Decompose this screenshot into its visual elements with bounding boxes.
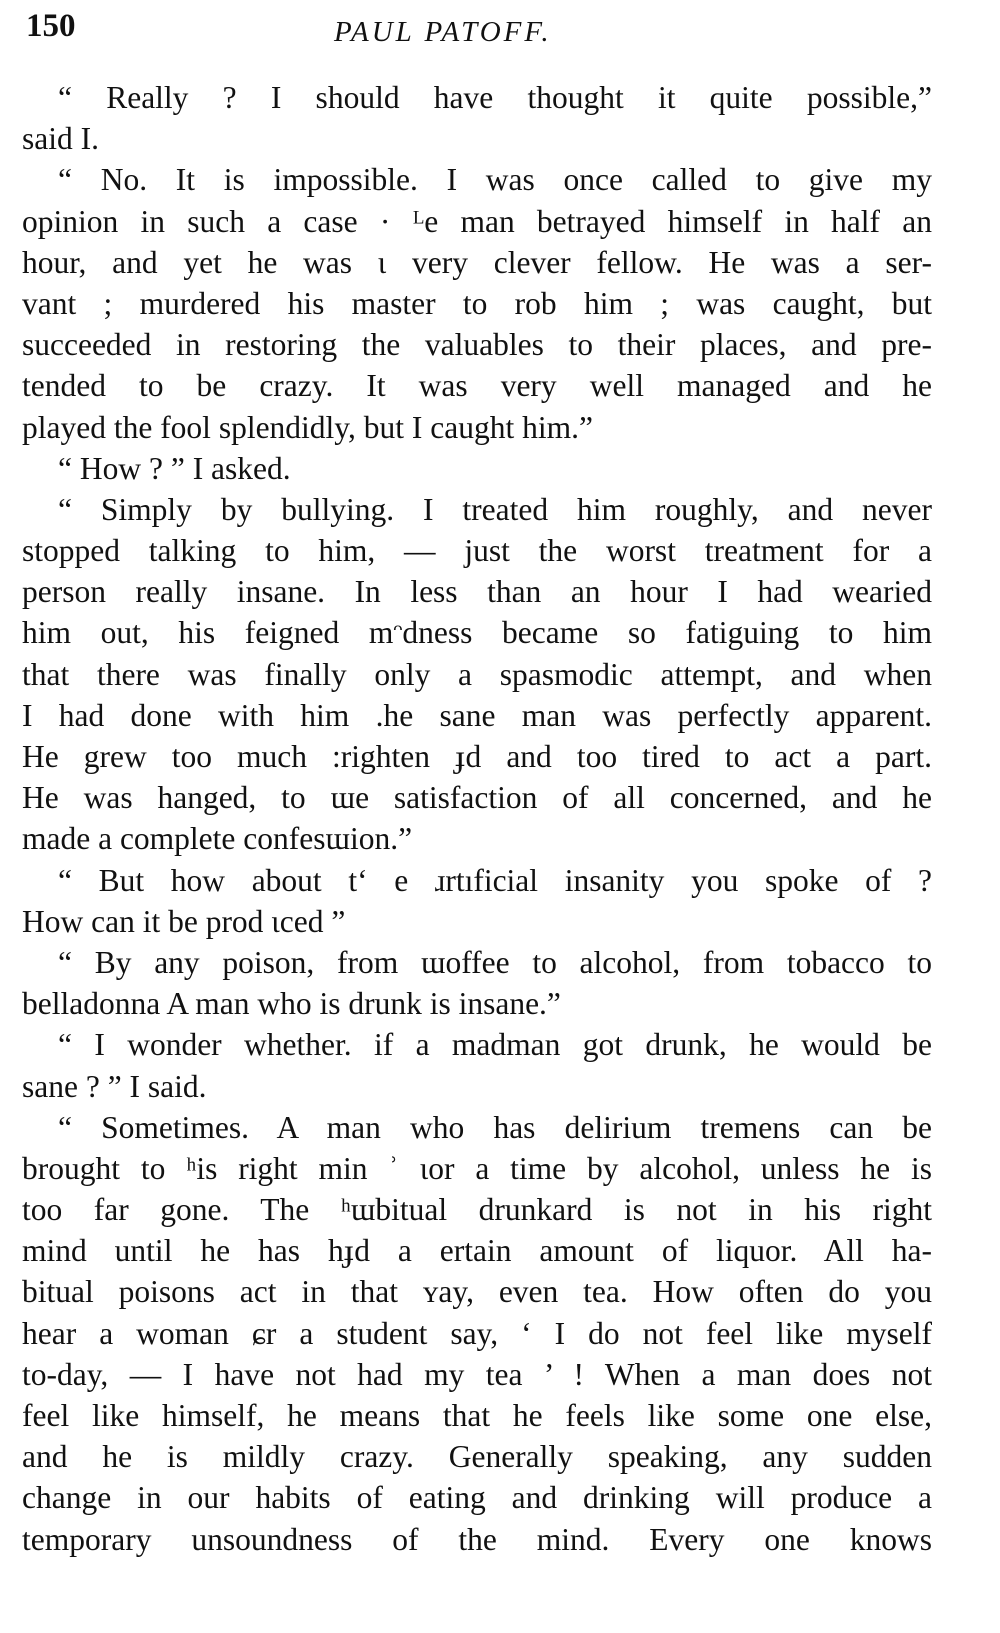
text-line: him out, his feigned mᵔdness became so fatiguing to him (22, 615, 932, 651)
text-line: He grew too much :righten ɟd and too tired to act a part. (22, 739, 932, 774)
running-title: PAUL PATOFF. (334, 16, 552, 48)
text-line: played the fool splendidly, but I caught him.” (22, 409, 593, 445)
text-line: “ How ? ” I asked. (58, 450, 291, 486)
text-line: mind until he has hɟd a ertain amount of liquor. All ha- (22, 1233, 932, 1269)
text-line: “ Simply by bullying. I treated him roughly, and never (58, 491, 932, 527)
text-line: that there was finally only a spasmodic attempt, and when (22, 656, 932, 692)
text-line: “ No. It is impossible. I was once called to give my (58, 162, 932, 198)
text-line: feel like himself, he means that he feels like some one else, (22, 1398, 932, 1433)
page-header (26, 8, 936, 48)
text-line: “ But how about tʻ e ɹrtıficial insanity you spoke of ? (58, 862, 932, 898)
text-line: too far gone. The ʰɯbitual drunkard is not in his right (22, 1192, 932, 1228)
text-line: temporary unsoundness of the mind. Every one knows (22, 1521, 932, 1557)
text-line: tended to be crazy. It was very well managed and he (22, 368, 932, 404)
text-line: “ I wonder whether. if a madman got drunk, he would be (58, 1027, 932, 1063)
text-line: “ By any poison, from ɯoffee to alcohol, from tobacco to (58, 944, 932, 980)
text-line: “ Sometimes. A man who has delirium tremens can be (58, 1109, 932, 1145)
text-line: belladonna A man who is drunk is insane.” (22, 986, 561, 1022)
text-line: He was hanged, to ɯe satisfaction of all concerned, and he (22, 780, 932, 816)
text-line: said I. (22, 121, 99, 157)
text-line: brought to ʰis right min ʾ ɩor a time by alcohol, unless he is (22, 1150, 932, 1186)
text-line: “ Really ? I should have thought it quite possible,” (58, 80, 932, 115)
text-line: bitual poisons act in that ʏay, even tea. How often do you (22, 1274, 932, 1310)
text-line: How can it be prod ɩced ” (22, 903, 346, 939)
text-line: opinion in such a case · ᴸe man betrayed himself in half an (22, 203, 932, 239)
text-line: stopped talking to him, — just the worst treatment for a (22, 533, 932, 569)
page-number: 150 (26, 8, 76, 44)
body-text (22, 77, 932, 1560)
text-line: hour, and yet he was ɩ very clever fellow. He was a ser- (22, 244, 932, 280)
text-line: person really insane. In less than an hour I had wearied (22, 574, 932, 610)
text-line: vant ; murdered his master to rob him ; was caught, but (22, 285, 932, 321)
text-line: and he is mildly crazy. Generally speaking, any sudden (22, 1439, 932, 1475)
text-line: I had done with him .he sane man was perfectly apparent. (22, 697, 932, 733)
text-line: sane ? ” I said. (22, 1068, 207, 1104)
text-line: succeeded in restoring the valuables to their places, and pre- (22, 327, 932, 363)
text-line: hear a woman ɕr a student say, ‘ I do not feel like myself (22, 1315, 932, 1351)
text-line: made a complete confesɯion.” (22, 821, 413, 857)
text-line: change in our habits of eating and drinking will produce a (22, 1480, 932, 1516)
text-line: to-day, — I have not had my tea ’ ! When a man does not (22, 1356, 932, 1392)
